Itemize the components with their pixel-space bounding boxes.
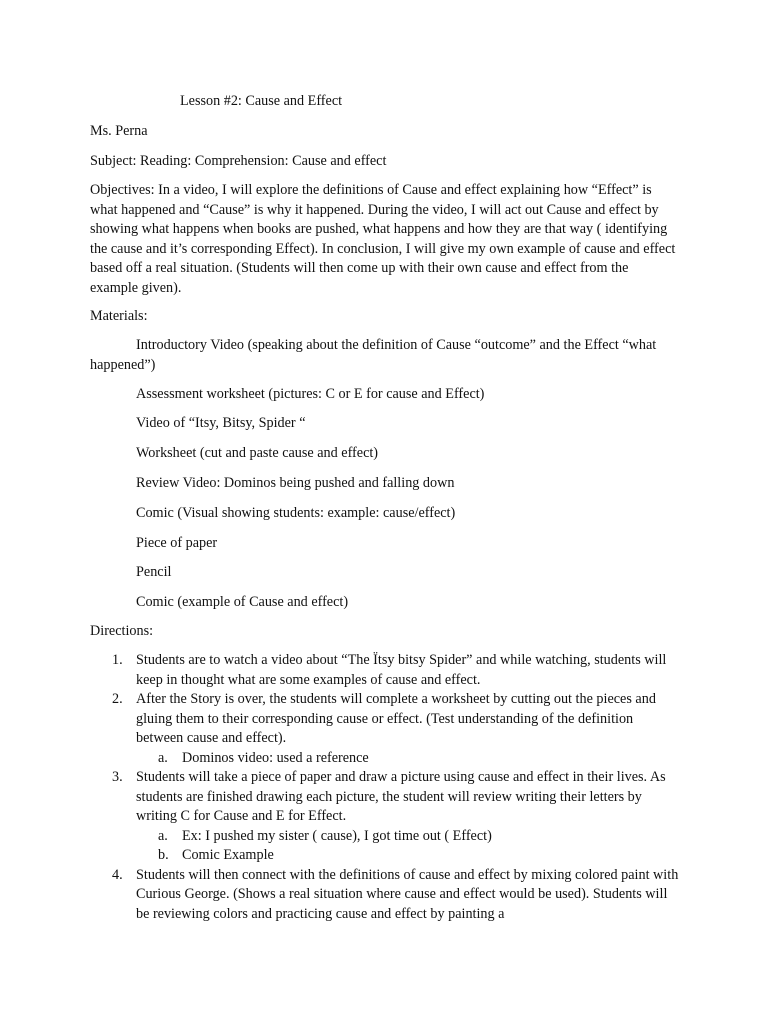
sub-step-text: Dominos video: used a reference bbox=[182, 749, 369, 766]
step-number: 4. bbox=[112, 866, 123, 883]
subject-line: Subject: Reading: Comprehension: Cause and effect bbox=[90, 153, 387, 169]
sub-step-letter: a. bbox=[158, 827, 168, 844]
sub-step-letter: b. bbox=[158, 847, 169, 863]
sub-step bbox=[158, 846, 680, 866]
step-text: Students will take a piece of paper and draw a picture using cause and effect in their lives. As students are finished drawing each picture, the student will review writing their letters by writing C for Cause and E for Effect. bbox=[136, 769, 666, 824]
directions-list bbox=[90, 651, 680, 924]
material-item: Piece of paper bbox=[136, 535, 218, 551]
sub-step bbox=[158, 749, 680, 769]
step-number: 1. bbox=[112, 652, 123, 668]
material-item: Assessment worksheet (pictures: C or E for cause and Effect) bbox=[136, 386, 485, 402]
material-item: Video of “Itsy, Bitsy, Spider “ bbox=[136, 415, 306, 431]
step-text: Students will then connect with the definitions of cause and effect by mixing colored paint with Curious George. (Shows a real situation where cause and effect would be used). Students will be reviewing colors and practicing cause and effect by painting a bbox=[136, 866, 679, 922]
direction-step bbox=[90, 690, 680, 768]
material-item: Worksheet (cut and paste cause and effect) bbox=[136, 445, 379, 461]
material-item: Pencil bbox=[136, 564, 172, 580]
direction-step bbox=[90, 866, 680, 925]
directions-heading: Directions: bbox=[90, 623, 154, 639]
materials-heading: Materials: bbox=[90, 308, 148, 324]
sub-step bbox=[158, 827, 680, 847]
step-number: 2. bbox=[112, 691, 123, 707]
direction-step bbox=[90, 768, 680, 866]
sub-list bbox=[136, 827, 680, 866]
sub-step-text: Comic Example bbox=[182, 847, 274, 863]
teacher-name: Ms. Perna bbox=[90, 123, 148, 139]
objectives-paragraph: Objectives: In a video, I will explore the definitions of Cause and effect explaining how “Effect” is what happened and “Cause” is why it happened. During the video, I will act out Cause and effect by showing what happens when books are pushed, what happens and how they are that way ( identifying the cause and it’s corresponding Effect). In conclusion, I will give my own example of cause and effect based off a real situation. (Students will then come up with their own cause and effect from the example given). bbox=[90, 182, 676, 296]
sub-step-text: Ex: I pushed my sister ( cause), I got time out ( Effect) bbox=[182, 827, 492, 844]
lesson-title: Lesson #2: Cause and Effect bbox=[180, 93, 343, 109]
material-item: Comic (example of Cause and effect) bbox=[136, 594, 349, 610]
step-text: Students are to watch a video about “The Ïtsy bitsy Spider” and while watching, students will keep in thought what are some examples of cause and effect. bbox=[136, 652, 667, 688]
material-item: Comic (Visual showing students: example: cause/effect) bbox=[136, 505, 456, 521]
step-text: After the Story is over, the students will complete a worksheet by cutting out the pieces and gluing them to their corresponding cause or effect. (Test understanding of the definition between cause and effect). bbox=[136, 691, 656, 746]
material-item: Review Video: Dominos being pushed and falling down bbox=[136, 475, 455, 491]
step-number: 3. bbox=[112, 769, 123, 785]
sub-step-letter: a. bbox=[158, 749, 168, 766]
direction-step bbox=[90, 651, 680, 690]
materials-intro-video: Introductory Video (speaking about the definition of Cause “outcome” and the Effect “what happened”) bbox=[90, 337, 657, 373]
sub-list bbox=[136, 749, 680, 769]
